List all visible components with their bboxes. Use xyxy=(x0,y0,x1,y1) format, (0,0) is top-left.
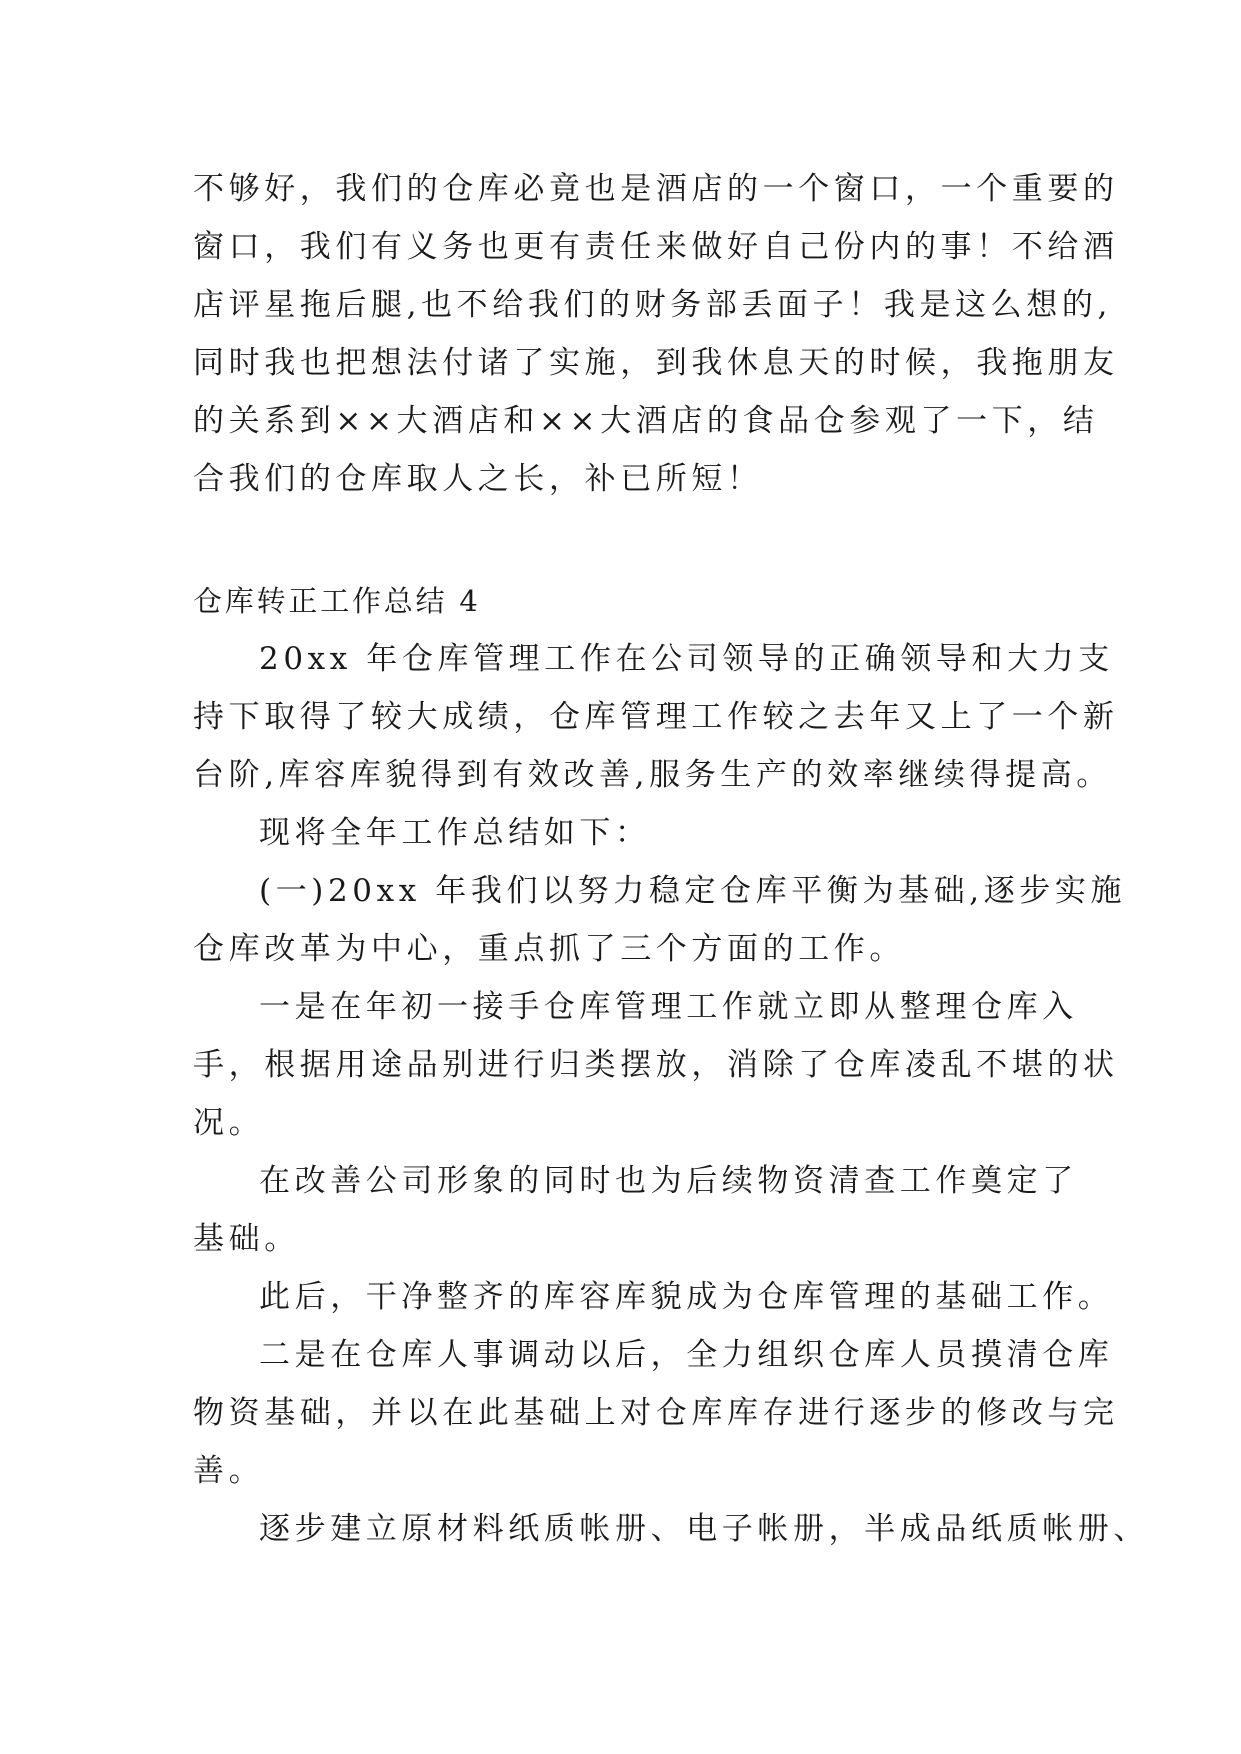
paragraph-line: 在改善公司形象的同时也为后续物资清查工作奠定了 xyxy=(259,1163,1078,1199)
paragraph-line: 合我们的仓库取人之长，补已所短！ xyxy=(193,461,763,497)
paragraph-line: 此后，干净整齐的库容库貌成为仓库管理的基础工作。 xyxy=(259,1279,1114,1315)
paragraph-line: 逐步建立原材料纸质帐册、电子帐册，半成品纸质帐册、 xyxy=(259,1511,1149,1547)
paragraph-line: 基础。 xyxy=(193,1221,300,1257)
paragraph-line: 的关系到××大酒店和××大酒店的食品仓参观了一下，结 xyxy=(193,403,1099,439)
document-page xyxy=(193,160,1149,1558)
paragraph-line: 手，根据用途品别进行归类摆放，消除了仓库凌乱不堪的状 xyxy=(193,1047,1119,1083)
section-heading: 仓库转正工作总结 4 xyxy=(193,584,481,618)
paragraph-line: 20xx 年仓库管理工作在公司领导的正确领导和大力支 xyxy=(259,641,1114,677)
paragraph-line: 同时我也把想法付诸了实施，到我休息天的时候，我拖朋友 xyxy=(193,345,1119,381)
paragraph-line: 台阶,库容库貌得到有效改善,服务生产的效率继续得提高。 xyxy=(193,757,1112,793)
paragraph-line: (一)20xx 年我们以努力稳定仓库平衡为基础,逐步实施 xyxy=(259,873,1127,909)
paragraph-line: 现将全年工作总结如下： xyxy=(259,815,651,851)
paragraph-line: 持下取得了较大成绩，仓库管理工作较之去年又上了一个新 xyxy=(193,699,1119,735)
paragraph-line: 店评星拖后腿,也不给我们的财务部丢面子！我是这么想的, xyxy=(193,287,1112,323)
paragraph-line: 二是在仓库人事调动以后，全力组织仓库人员摸清仓库 xyxy=(259,1337,1114,1373)
paragraph-line: 物资基础，并以在此基础上对仓库库存进行逐步的修改与完 xyxy=(193,1395,1119,1431)
paragraph-line: 况。 xyxy=(193,1105,265,1141)
paragraph-line: 仓库改革为中心，重点抓了三个方面的工作。 xyxy=(193,931,905,967)
paragraph-line: 不够好，我们的仓库必竟也是酒店的一个窗口，一个重要的 xyxy=(193,171,1119,207)
paragraph-line: 一是在年初一接手仓库管理工作就立即从整理仓库入 xyxy=(259,989,1078,1025)
paragraph-line: 窗口，我们有义务也更有责任来做好自己份内的事！不给酒 xyxy=(193,229,1119,265)
paragraph-line: 善。 xyxy=(193,1453,265,1489)
